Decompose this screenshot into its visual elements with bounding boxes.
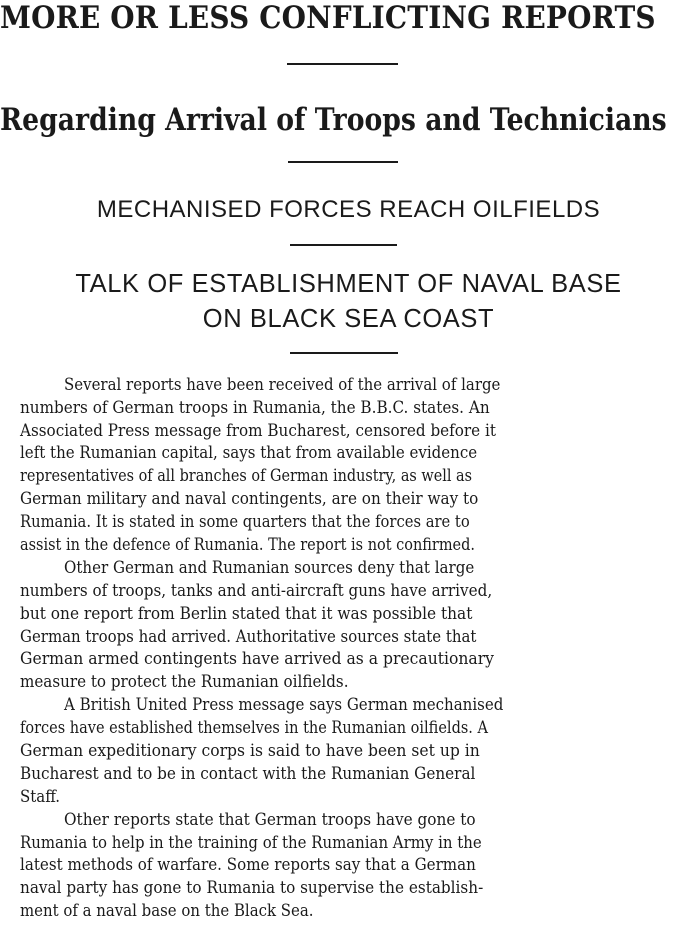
headline: MORE OR LESS CONFLICTING REPORTS [0, 0, 656, 36]
divider-rule [290, 352, 398, 354]
body-line: measure to protect the Rumanian oilfields. [20, 672, 349, 691]
body-line: Staff. [20, 787, 61, 806]
body-line: Several reports have been received of the arrival of large [64, 375, 501, 394]
body-line: German expeditionary corps is said to have been set up in [20, 741, 480, 760]
body-line: German military and naval contingents, are on their way to [20, 489, 479, 508]
body-line: German troops had arrived. Authoritative sources state that [20, 627, 477, 646]
body-line: Rumania to help in the training of the Rumanian Army in the [20, 833, 482, 852]
divider-rule [287, 63, 398, 65]
body-line: Other German and Rumanian sources deny that large [64, 558, 475, 577]
deck-naval-base-line2: ON BLACK SEA COAST [202, 305, 495, 333]
body-line: naval party has gone to Rumania to supervise the establish- [20, 878, 484, 897]
body-line: assist in the defence of Rumania. The report is not confirmed. [20, 535, 475, 554]
body-line: Rumania. It is stated in some quarters that the forces are to [20, 512, 470, 531]
deck-naval-base-line1: TALK OF ESTABLISHMENT OF NAVAL BASE [75, 270, 622, 298]
body-line: latest methods of warfare. Some reports say that a German [20, 855, 476, 874]
body-line: ment of a naval base on the Black Sea. [20, 901, 314, 920]
deck-mechanised-forces: MECHANISED FORCES REACH OILFIELDS [96, 196, 601, 223]
body-line: numbers of troops, tanks and anti-aircraft guns have arrived, [20, 581, 493, 600]
body-line: German armed contingents have arrived as a precautionary [20, 649, 495, 668]
body-line: numbers of German troops in Rumania, the B.B.C. states. An [20, 398, 490, 417]
body-line: Bucharest and to be in contact with the Rumanian General [20, 764, 476, 783]
divider-rule [288, 161, 398, 163]
body-line: Associated Press message from Bucharest, censored before it [20, 421, 496, 440]
subheadline: Regarding Arrival of Troops and Technicians [0, 102, 667, 138]
body-line: but one report from Berlin stated that it was possible that [20, 604, 473, 623]
body-line: left the Rumanian capital, says that from available evidence [20, 443, 478, 462]
body-line: forces have established themselves in the Rumanian oilfields. A [20, 718, 488, 737]
body-line: A British United Press message says German mechanised [64, 695, 504, 714]
divider-rule [290, 244, 397, 246]
body-line: Other reports state that German troops have gone to [64, 810, 476, 829]
body-line: representatives of all branches of German industry, as well as [20, 466, 472, 485]
